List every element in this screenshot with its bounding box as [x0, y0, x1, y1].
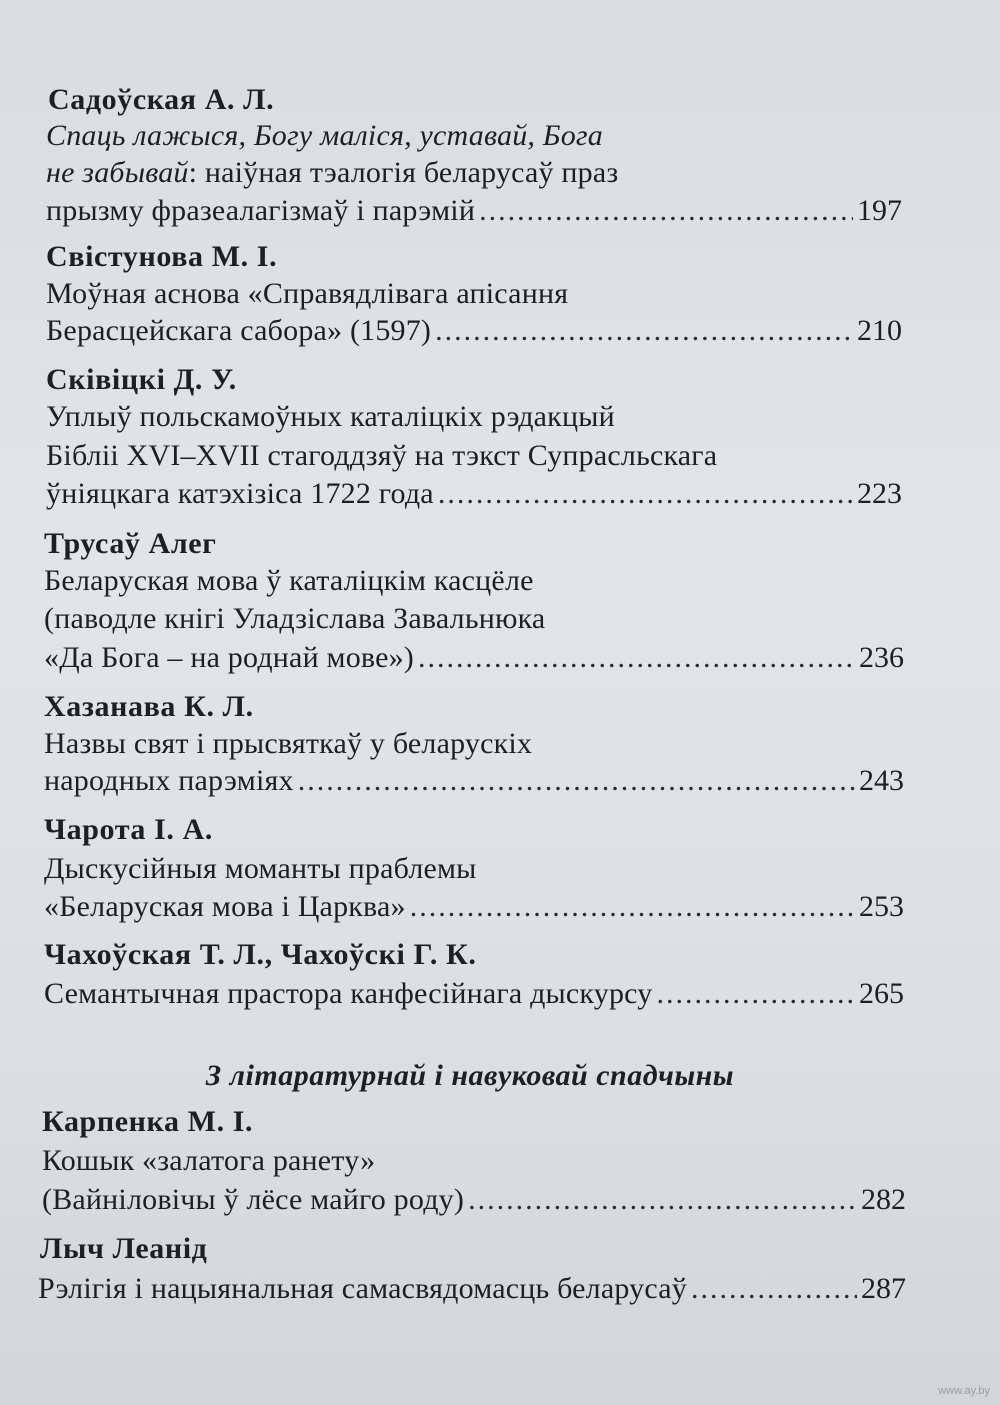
- entry-author: Хазанава К. Л.: [44, 690, 254, 723]
- watermark: www.ay.by: [938, 1385, 990, 1397]
- page-number[interactable]: 282: [861, 1183, 906, 1216]
- entry-last-line[interactable]: [44, 976, 904, 1012]
- page-number[interactable]: 287: [861, 1272, 906, 1305]
- entry-title-end: Семантычная прастора канфесійнага дыскурсу: [44, 977, 653, 1010]
- entry-author: Чахоўская Т. Л., Чахоўскі Г. К.: [44, 938, 477, 971]
- entry-last-line[interactable]: [44, 889, 904, 925]
- entry-title-end: прызму фразеалагізмаў і парэмій: [46, 194, 476, 227]
- entry-last-line[interactable]: [38, 1271, 906, 1307]
- entry-title-line: Кошык «залатога ранету»: [42, 1144, 376, 1177]
- entry-title-line: Беларуская мова ў каталіцкім касцёле: [44, 564, 534, 597]
- entry-title-end: (Вайніловічы ў лёсе майго роду): [42, 1183, 465, 1216]
- entry-author: Карпенка М. І.: [42, 1105, 254, 1138]
- entry-title-end: «Да Бога – на роднай мове»): [44, 641, 414, 674]
- entry-title-line: Уплыў польскамоўных каталіцкіх рэдакцый: [46, 400, 615, 433]
- entry-author: Свістунова М. І.: [46, 240, 278, 273]
- entry-title-line: Дыскусійныя моманты праблемы: [44, 852, 477, 885]
- leader-dots: [435, 313, 853, 349]
- leader-dots: [438, 476, 853, 512]
- entry-title-line: Моўная аснова «Справядлівага апісання: [46, 277, 569, 310]
- entry-title-line: Бібліі XVI–XVII стагоддзяў на тэкст Супрасльскага: [46, 439, 718, 472]
- entry-author: Чарота І. А.: [44, 813, 213, 846]
- entry-title-end: народных парэміях: [44, 764, 294, 797]
- entry-last-line[interactable]: [46, 476, 902, 512]
- entry-author: Сківіцкі Д. У.: [46, 363, 237, 396]
- entry-last-line[interactable]: [44, 640, 904, 676]
- entry-last-line[interactable]: [42, 1182, 906, 1218]
- plain-text: : наіўная тэалогія беларусаў праз: [188, 156, 619, 189]
- leader-dots: [418, 640, 855, 676]
- leader-dots: [410, 889, 855, 925]
- section-heading: З літаратурнай і навуковай спадчыны: [205, 1059, 735, 1092]
- page-number[interactable]: 265: [859, 977, 904, 1010]
- leader-dots: [691, 1271, 857, 1307]
- entry-title-end: Рэлігія і нацыянальная самасвядомасць беларусаў: [38, 1272, 687, 1305]
- entry-title-end: Берасцейскага сабора» (1597): [46, 314, 432, 347]
- page-number[interactable]: 243: [859, 764, 904, 797]
- entry-title-line: [46, 118, 603, 154]
- entry-author: Садоўская А. Л.: [48, 83, 275, 116]
- entry-last-line[interactable]: [44, 763, 904, 799]
- leader-dots: [298, 763, 855, 799]
- italic-text: не забывай: [46, 156, 189, 189]
- page-number[interactable]: 210: [857, 314, 902, 347]
- page-number[interactable]: 236: [859, 641, 904, 674]
- entry-last-line[interactable]: [46, 193, 902, 229]
- page-number[interactable]: 197: [857, 194, 902, 227]
- italic-text: Спаць лажыся, Богу маліся, уставай, Бога: [46, 119, 604, 152]
- page-number[interactable]: 223: [857, 477, 902, 510]
- leader-dots: [468, 1182, 857, 1218]
- entry-author: Лыч Леанід: [40, 1232, 208, 1265]
- leader-dots: [656, 976, 855, 1012]
- entry-title-end: ўніяцкага катэхізіса 1722 года: [46, 477, 434, 510]
- entry-title-line: [46, 155, 618, 191]
- entry-author: Трусаў Алег: [44, 527, 217, 560]
- leader-dots: [479, 193, 853, 229]
- page-number[interactable]: 253: [859, 890, 904, 923]
- entry-title-end: «Беларуская мова і Царква»: [44, 890, 406, 923]
- entry-title-line: (паводле кнігі Уладзіслава Завальнюка: [44, 602, 546, 635]
- entry-last-line[interactable]: [46, 313, 902, 349]
- entry-title-line: Назвы свят і прысвяткаў у беларускіх: [44, 727, 533, 760]
